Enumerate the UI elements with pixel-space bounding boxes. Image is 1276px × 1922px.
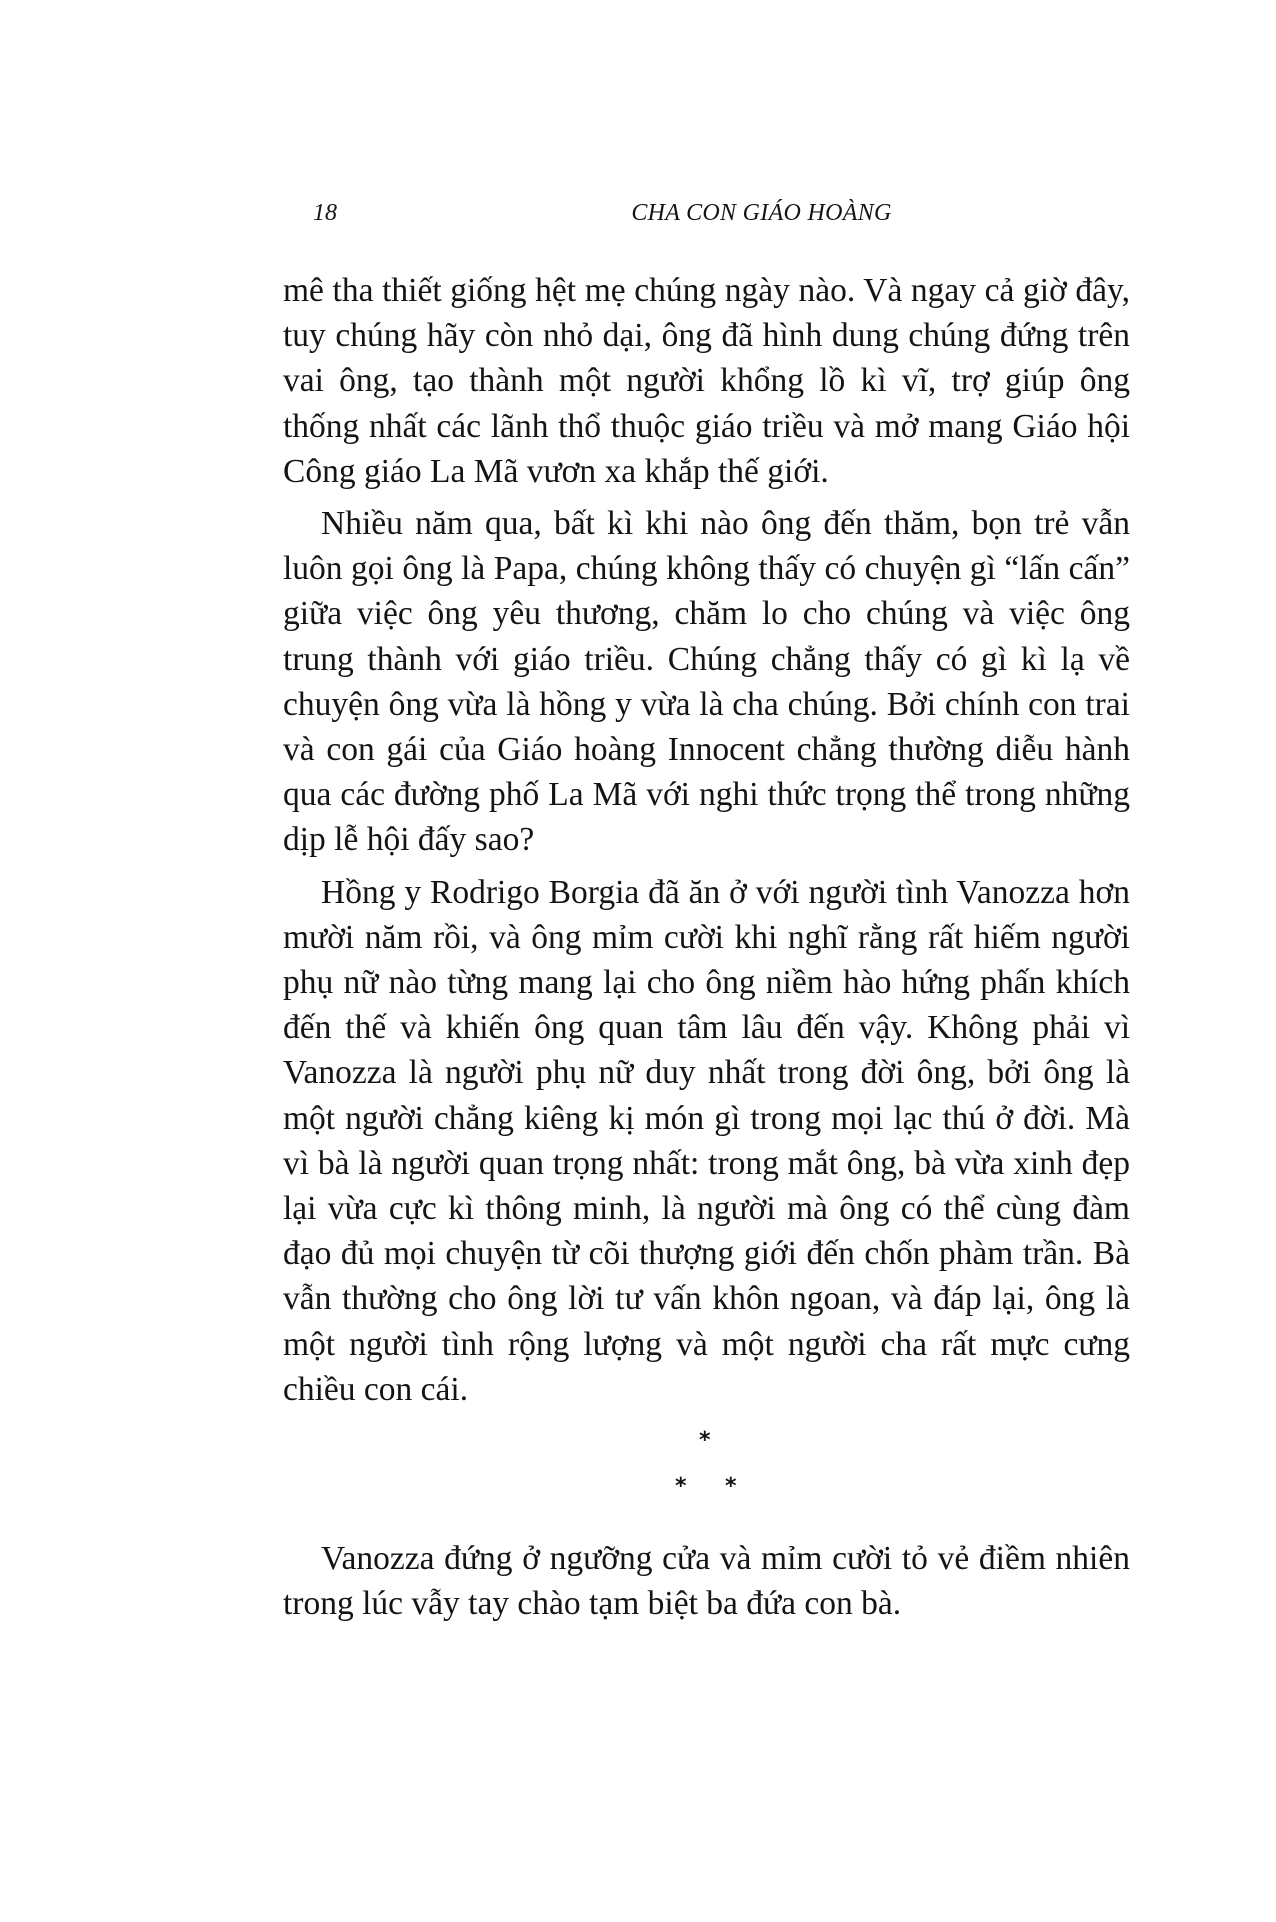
scene-break-asterism: [283, 1412, 1130, 1530]
page-number: 18: [313, 200, 337, 226]
running-header: [283, 196, 1130, 230]
asterisk-icon: *: [699, 1428, 711, 1454]
running-title: CHA CON GIÁO HOÀNG: [631, 200, 892, 226]
body-text: [283, 268, 1130, 1626]
paragraph-continuation: mê tha thiết giống hệt mẹ chúng ngày nào. Và ngay cả giờ đây, tuy chúng hãy còn nhỏ dại, ông đã hình dung chúng đứng trên vai ông, tạo thành một người khổng lồ kì vĩ, trợ giúp ông thống nhất các lãnh thổ thuộc giáo triều và mở mang Giáo hội Công giáo La Mã vươn xa khắp thế giới.: [283, 272, 1130, 490]
paragraph: Nhiều năm qua, bất kì khi nào ông đến thăm, bọn trẻ vẫn luôn gọi ông là Papa, chúng không thấy có chuyện gì “lấn cấn” giữa việc ông yêu thương, chăm lo cho chúng và việc ông trung thành với giáo triều. Chúng chẳng thấy có gì kì lạ về chuyện ông vừa là hồng y vừa là cha chúng. Bởi chính con trai và con gái của Giáo hoàng Innocent chẳng thường diễu hành qua các đường phố La Mã với nghi thức trọng thể trong những dịp lễ hội đấy sao?: [283, 505, 1130, 859]
paragraph: Vanozza đứng ở ngưỡng cửa và mỉm cười tỏ vẻ điềm nhiên trong lúc vẫy tay chào tạm biệt ba đứa con bà.: [283, 1540, 1130, 1623]
asterisk-icon: *: [725, 1474, 737, 1500]
paragraph: Hồng y Rodrigo Borgia đã ăn ở với người tình Vanozza hơn mười năm rồi, và ông mỉm cười khi nghĩ rằng rất hiếm người phụ nữ nào từng mang lại cho ông niềm hào hứng phấn khích đến thế và khiến ông quan tâm lâu đến vậy. Không phải vì Vanozza là người phụ nữ duy nhất trong đời ông, bởi ông là một người chẳng kiêng kị món gì trong mọi lạc thú ở đời. Mà vì bà là người quan trọng nhất: trong mắt ông, bà vừa xinh đẹp lại vừa cực kì thông minh, là người mà ông có thể cùng đàm đạo đủ mọi chuyện từ cõi thượng giới đến chốn phàm trần. Bà vẫn thường cho ông lời tư vấn khôn ngoan, và đáp lại, ông là một người tình rộng lượng và một người cha rất mực cưng chiều con cái.: [283, 873, 1130, 1408]
asterisk-icon: *: [675, 1474, 687, 1500]
